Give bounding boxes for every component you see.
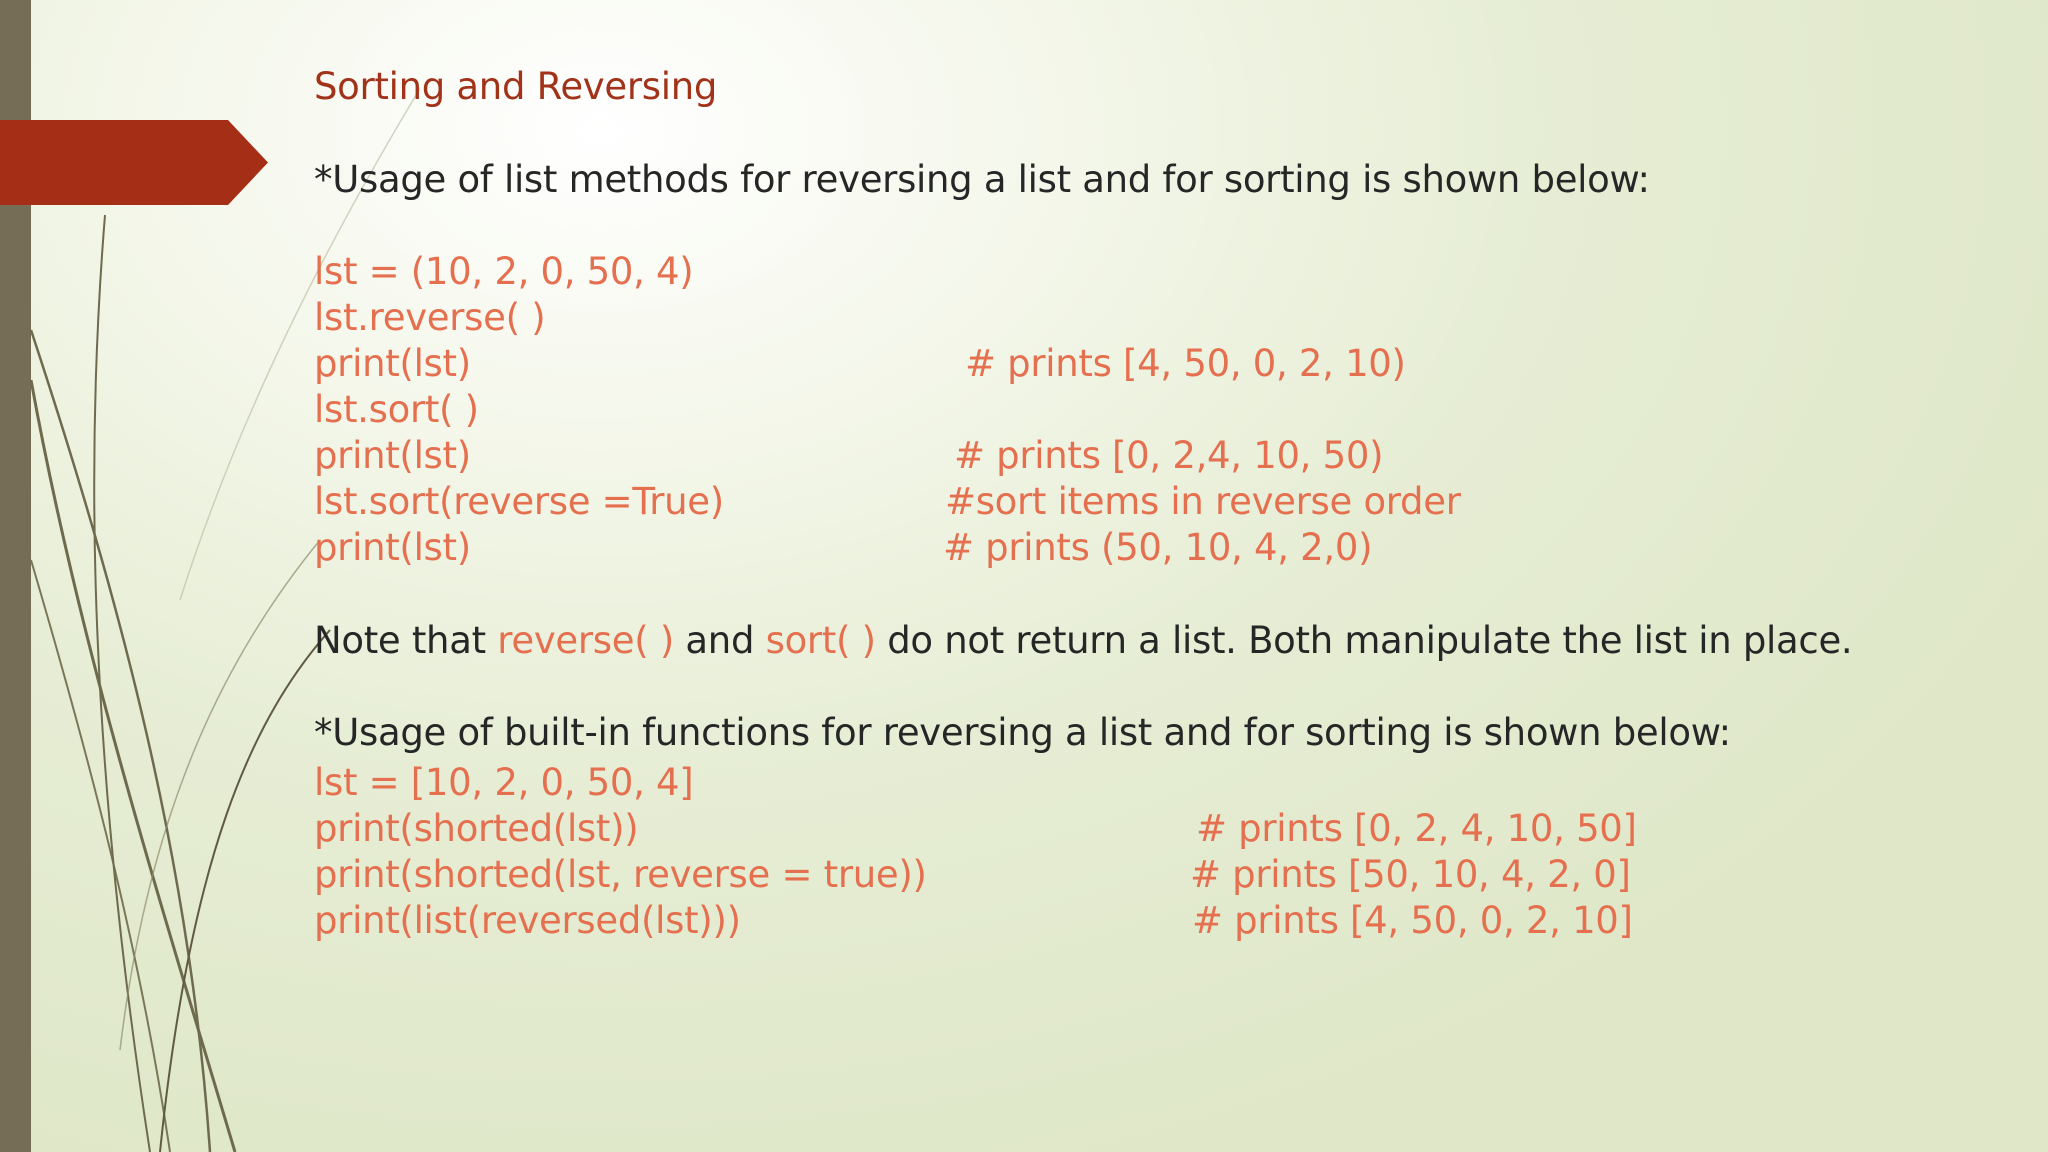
builtins-intro: *Usage of built-in functions for reversing a list and for sorting is shown below: bbox=[314, 711, 1731, 754]
code-comment: # prints (50, 10, 4, 2,0) bbox=[943, 526, 1373, 569]
code-line: print(lst) bbox=[314, 342, 471, 385]
note-reverse-method: reverse( ) bbox=[497, 619, 674, 662]
note-sort-method: sort( ) bbox=[765, 619, 876, 662]
methods-intro: *Usage of list methods for reversing a list and for sorting is shown below: bbox=[314, 158, 1650, 201]
code-line: print(lst) bbox=[314, 434, 471, 477]
code-line: lst.sort( ) bbox=[314, 388, 479, 431]
code-line: lst.reverse( ) bbox=[314, 296, 546, 339]
code-line: lst.sort(reverse =True) bbox=[314, 480, 724, 523]
code-line: print(lst) bbox=[314, 526, 471, 569]
code-line: print(shorted(lst, reverse = true)) bbox=[314, 853, 927, 896]
note-suffix: do not return a list. Both manipulate the list in place. bbox=[875, 619, 1853, 662]
note-and: and bbox=[673, 619, 766, 662]
code-line: lst = (10, 2, 0, 50, 4) bbox=[314, 250, 694, 293]
code-comment: # prints [0, 2, 4, 10, 50] bbox=[1196, 807, 1637, 850]
code-comment: #sort items in reverse order bbox=[945, 480, 1461, 523]
title-arrow-banner bbox=[0, 120, 268, 205]
code-comment: # prints [0, 2,4, 10, 50) bbox=[954, 434, 1384, 477]
note-text bbox=[314, 618, 1852, 664]
slide-title: Sorting and Reversing bbox=[314, 65, 718, 108]
note-prefix: Note that bbox=[314, 619, 498, 662]
code-comment: # prints [50, 10, 4, 2, 0] bbox=[1190, 853, 1631, 896]
code-line: lst = [10, 2, 0, 50, 4] bbox=[314, 761, 694, 804]
code-line: print(shorted(lst)) bbox=[314, 807, 639, 850]
code-comment: # prints [4, 50, 0, 2, 10] bbox=[1192, 899, 1633, 942]
code-comment: # prints [4, 50, 0, 2, 10) bbox=[965, 342, 1406, 385]
code-line: print(list(reversed(lst))) bbox=[314, 899, 741, 942]
